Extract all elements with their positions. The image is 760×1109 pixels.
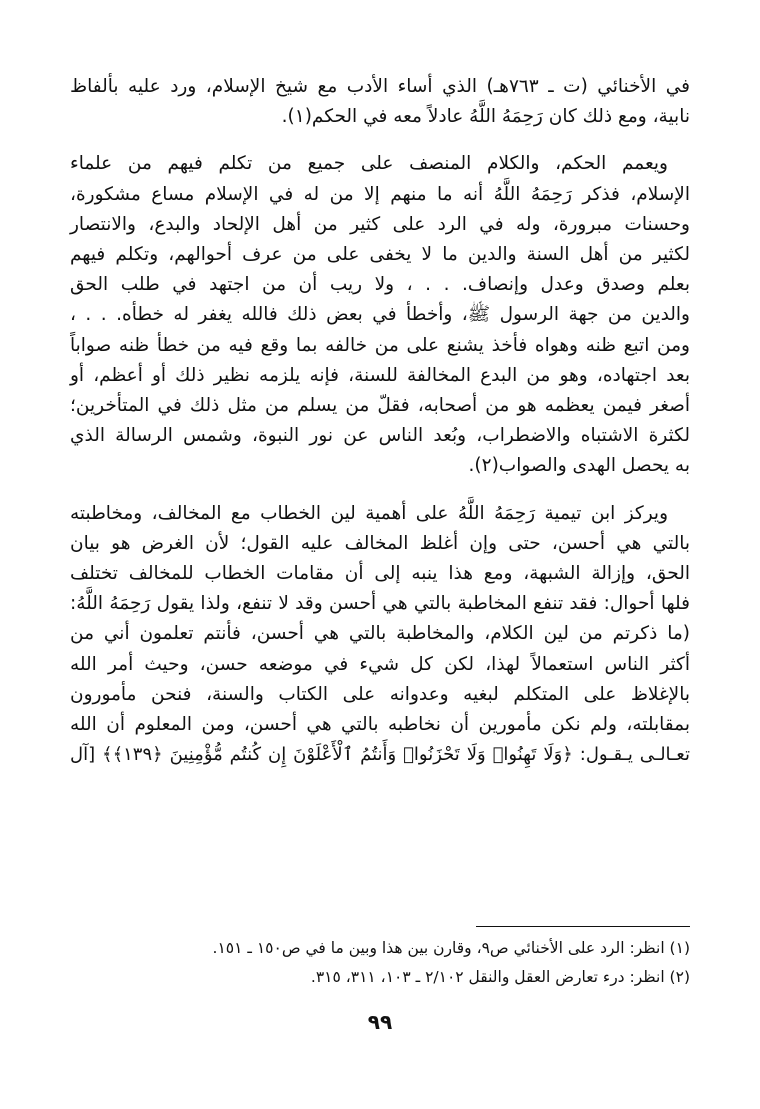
text-line: به يحصل الهدى والصواب(٢). xyxy=(468,455,690,477)
paragraph-1 xyxy=(70,72,690,132)
text-line: بعلم وصدق وعدل وإنصاف. . . ، ولا ريب أن من اجتهد في طلب الحق xyxy=(70,274,690,296)
text-line: لكثير من أهل السنة والدين ما لا يخفى على من عرف أحوالهم، وتكلم فيهم xyxy=(70,244,690,266)
footnotes xyxy=(70,934,690,992)
text-line: فلها أحوال: فقد تنفع المخاطبة بالتي هي أحسن وقد لا تنفع، ولذا يقول رَحِمَهُ اللَّهُ: xyxy=(70,593,690,615)
footnote-divider xyxy=(476,926,690,927)
text-line: نابية، ومع ذلك كان رَحِمَهُ اللَّهُ عادلاً معه في الحكم(١). xyxy=(281,106,690,128)
text-line: بعد اجتهاده، وهو من البدع المخالفة للسنة، فإنه يلزمه نظير ذلك أو أعظم، أو xyxy=(70,364,690,386)
page-body xyxy=(70,72,690,787)
text-line: الحق، وإزالة الشبهة، ومع هذا ينبه إلى أن مقامات الخطاب للمخالف تختلف xyxy=(70,563,690,585)
text-line: أكثر الناس استعمالاً لهذا، لكن كل شيء في موضعه حسن، وحيث أمر الله xyxy=(70,653,690,675)
text-line: بمقابلته، ولم نكن مأمورين أن نخاطبه بالتي هي أحسن، ومن المعلوم أن الله xyxy=(70,714,690,736)
text-line: ويعمم الحكم، والكلام المنصف على جميع من تكلم فيهم من علماء xyxy=(70,153,668,175)
footnote-2: (٢) انظر: درء تعارض العقل والنقل ٢/١٠٢ ـ ١٠٣، ٣١١، ٣١٥. xyxy=(310,968,690,986)
text-line: ومن اتبع ظنه وهواه فأخذ يشنع على من خالفه بما وقع فيه من خطأ ظنه صواباً xyxy=(70,334,690,356)
paragraph-3 xyxy=(70,499,690,771)
text-line: بالتي هي أحسن، حتى وإن أغلظ المخالف عليه القول؛ لأن الغرض هو بيان xyxy=(70,532,690,554)
page-number: ٩٩ xyxy=(367,1010,393,1034)
text-line: في الأخنائي (ت ـ ٧٦٣هـ) الذي أساء الأدب مع شيخ الإسلام، ورد عليه بألفاظ xyxy=(70,76,690,97)
text-line: الإسلام، فذكر رَحِمَهُ اللَّهُ أنه ما منهم إلا من له في الإسلام مساع مشكورة، xyxy=(70,183,690,205)
paragraph-2 xyxy=(70,149,690,481)
text-line: لكثرة الاشتباه والاضطراب، وبُعد الناس عن نور النبوة، وشمس الرسالة الذي xyxy=(70,425,690,447)
footnote-1: (١) انظر: الرد على الأخنائي ص٩، وقارن بين هذا وبين ما في ص١٥٠ ـ ١٥١. xyxy=(212,939,690,957)
text-line: أصغر فيمن يعظمه هو من أصحابه، فقلّ من يسلم من مثل ذلك في المتأخرين؛ xyxy=(70,395,690,417)
text-line: بالإغلاظ على المتكلم لبغيه وعدوانه على الكتاب والسنة، فنحن مأمورون xyxy=(70,683,690,705)
text-line: (ما ذكرتم من لين الكلام، والمخاطبة بالتي هي أحسن، فأنتم تعلمون أني من xyxy=(70,623,690,645)
text-line: والدين من جهة الرسول ﷺ، وأخطأ في بعض ذلك فالله يغفر له خطأه. . . ، xyxy=(70,304,690,326)
text-line: وحسنات مبرورة، وله في الرد على كثير من أهل الإلحاد والبدع، والانتصار xyxy=(70,213,690,235)
text-line: تعـالـى يـقـول: ﴿وَلَا تَهِنُوا۟ وَلَا تَحْزَنُوا۟ وَأَنتُمُ ٱلْأَعْلَوْنَ إِن كُنتُم مُّؤْمِنِينَ ﴿١٣٩﴾﴾ [آل xyxy=(70,744,691,766)
text-line: ويركز ابن تيمية رَحِمَهُ اللَّهُ على أهمية لين الخطاب مع المخالف، ومخاطبته xyxy=(70,502,668,524)
